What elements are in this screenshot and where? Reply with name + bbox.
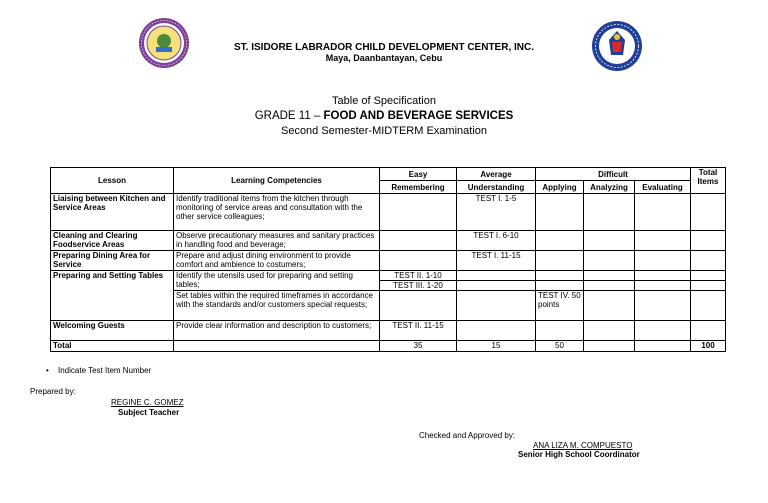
total-evaluating	[635, 341, 691, 352]
header-understanding: Understanding	[457, 181, 536, 194]
header-easy: Easy	[380, 168, 457, 181]
table-row	[51, 271, 726, 281]
bullet-icon: •	[46, 366, 49, 375]
remembering-cell	[380, 251, 457, 271]
understanding-cell	[457, 281, 536, 291]
total-understanding: 15	[457, 341, 536, 352]
table-note	[46, 366, 151, 375]
grade-subject-title	[0, 110, 768, 122]
lesson-cell: Preparing and Setting Tables	[51, 271, 174, 321]
prepared-by-label: Prepared by:	[30, 387, 76, 396]
header-row-1	[51, 168, 726, 181]
document-title: Table of Specification	[332, 95, 436, 107]
total-competency-cell	[174, 341, 380, 352]
analyzing-cell	[584, 321, 635, 341]
specification-table	[50, 167, 726, 352]
total-cell	[691, 251, 726, 271]
analyzing-cell	[584, 271, 635, 281]
grade-prefix: GRADE 11 –	[254, 110, 324, 122]
remembering-cell	[380, 291, 457, 321]
lesson-cell: Preparing Dining Area for Service	[51, 251, 174, 271]
analyzing-cell	[584, 281, 635, 291]
header-applying: Applying	[536, 181, 584, 194]
header-total-items: Total Items	[691, 168, 726, 194]
preparer-name: REGINE C. GOMEZ	[111, 398, 184, 407]
school-name: ST. ISIDORE LABRADOR CHILD DEVELOPMENT CENTER, INC.	[233, 42, 534, 53]
competency-cell: Prepare and adjust dining environment to provide comfort and ambience to costumers;	[174, 251, 380, 271]
total-label: Total	[51, 341, 174, 352]
evaluating-cell	[635, 291, 691, 321]
applying-cell: TEST IV. 50 points	[536, 291, 584, 321]
evaluating-cell	[635, 271, 691, 281]
lesson-cell: Cleaning and Clearing Foodservice Areas	[51, 231, 174, 251]
header-evaluating: Evaluating	[635, 181, 691, 194]
evaluating-cell	[635, 321, 691, 341]
applying-cell	[536, 194, 584, 231]
understanding-cell	[457, 291, 536, 321]
competency-cell: Identify the utensils used for preparing and setting tables;	[174, 271, 380, 291]
analyzing-cell	[584, 291, 635, 321]
evaluating-cell	[635, 251, 691, 271]
competency-cell: Identify traditional items from the kitchen through monitoring of service areas and consultation with the other service colleagues;	[174, 194, 380, 231]
subject-name: FOOD AND BEVERAGE SERVICES	[323, 110, 514, 122]
header-analyzing: Analyzing	[584, 181, 635, 194]
table-row	[51, 194, 726, 231]
note-text: Indicate Test Item Number	[58, 366, 152, 375]
applying-cell	[536, 271, 584, 281]
header-remembering: Remembering	[380, 181, 457, 194]
total-cell	[691, 281, 726, 291]
approver-role: Senior High School Coordinator	[518, 450, 640, 459]
competency-cell: Set tables within the required timeframes in accordance with the standards and/or customers special requests;	[174, 291, 380, 321]
understanding-cell: TEST I. 11-15	[457, 251, 536, 271]
remembering-cell: TEST II. 1-10	[380, 271, 457, 281]
total-cell	[691, 194, 726, 231]
table-row	[51, 231, 726, 251]
table-row	[51, 251, 726, 271]
total-items-value: 100	[691, 341, 726, 352]
preparer-role: Subject Teacher	[118, 408, 180, 417]
totals-row	[51, 341, 726, 352]
understanding-cell: TEST I. 1-5	[457, 194, 536, 231]
total-cell	[691, 291, 726, 321]
analyzing-cell	[584, 231, 635, 251]
competency-cell: Observe precautionary measures and sanitary practices in handling food and beverage;	[174, 231, 380, 251]
understanding-cell	[457, 271, 536, 281]
approver-name: ANA LIZA M. COMPUESTO	[533, 441, 633, 450]
remembering-cell	[380, 194, 457, 231]
evaluating-cell	[635, 231, 691, 251]
total-analyzing	[584, 341, 635, 352]
table-row	[51, 321, 726, 341]
remembering-cell: TEST III. 1-20	[380, 281, 457, 291]
lesson-cell: Welcoming Guests	[51, 321, 174, 341]
header-difficult: Difficult	[536, 168, 691, 181]
understanding-cell	[457, 321, 536, 341]
understanding-cell: TEST I. 6-10	[457, 231, 536, 251]
total-applying: 50	[536, 341, 584, 352]
remembering-cell	[380, 231, 457, 251]
total-remembering: 35	[380, 341, 457, 352]
header-lesson: Lesson	[51, 168, 174, 194]
evaluating-cell	[635, 281, 691, 291]
remembering-cell: TEST II. 11-15	[380, 321, 457, 341]
school-address: Maya, Daanbantayan, Cebu	[325, 53, 443, 63]
applying-cell	[536, 321, 584, 341]
checked-approved-label: Checked and Approved by:	[419, 431, 516, 440]
applying-cell	[536, 281, 584, 291]
total-cell	[691, 321, 726, 341]
total-cell	[691, 231, 726, 251]
header-average: Average	[457, 168, 536, 181]
evaluating-cell	[635, 194, 691, 231]
applying-cell	[536, 231, 584, 251]
analyzing-cell	[584, 251, 635, 271]
header-competencies: Learning Competencies	[174, 168, 380, 194]
lesson-cell: Liaising between Kitchen and Service Areas	[51, 194, 174, 231]
analyzing-cell	[584, 194, 635, 231]
total-cell	[691, 271, 726, 281]
exam-title: Second Semester-MIDTERM Examination	[280, 125, 487, 137]
competency-cell: Provide clear information and description to customers;	[174, 321, 380, 341]
applying-cell	[536, 251, 584, 271]
